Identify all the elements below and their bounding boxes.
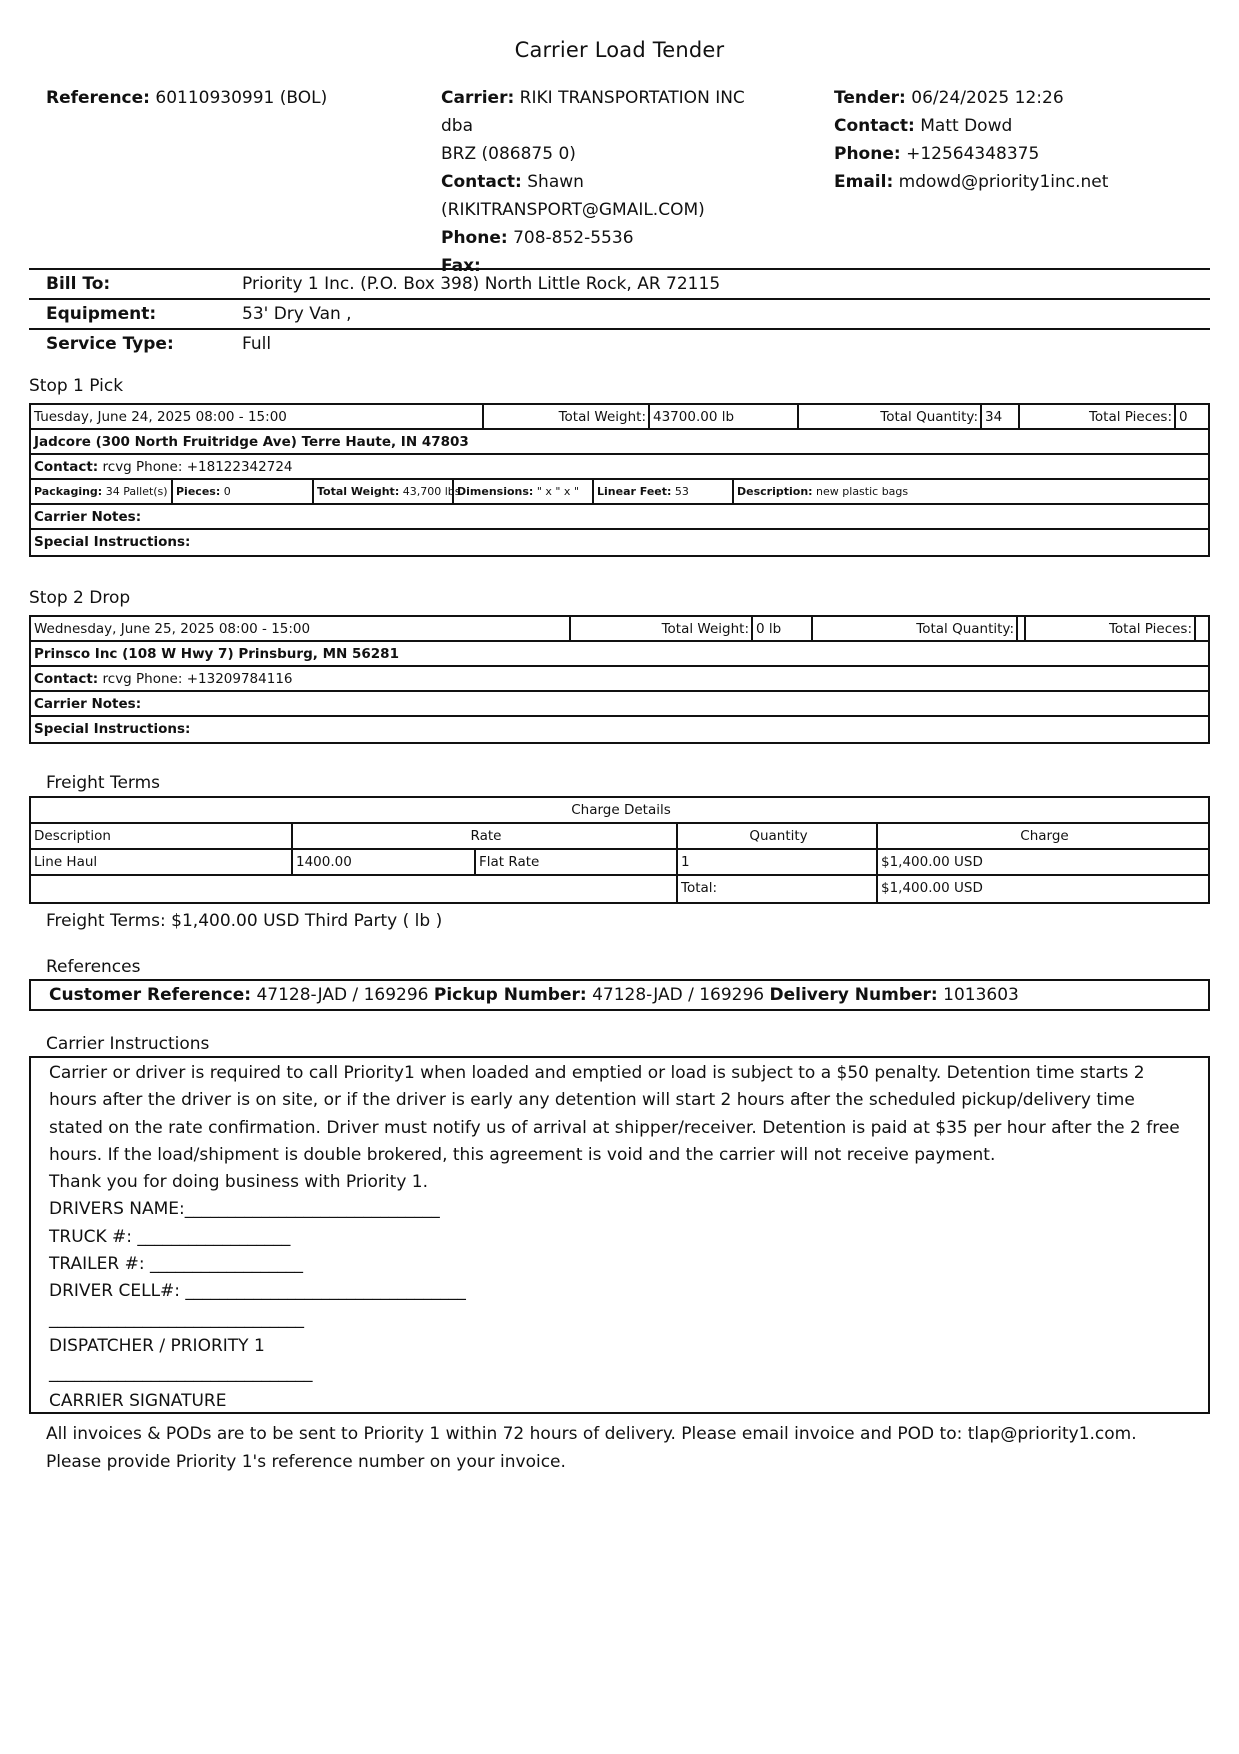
charge-details-label: Charge Details: [571, 802, 671, 818]
total-spacer: [31, 876, 676, 902]
reference-label: Reference:: [46, 88, 150, 108]
stop1-contact-label: Contact:: [34, 459, 99, 475]
stop2-title: Stop 2 Drop: [29, 588, 131, 608]
reference-column: [46, 84, 426, 112]
pieces-label: Pieces:: [176, 485, 221, 498]
stop1-title: Stop 1 Pick: [29, 376, 124, 396]
charge-columns-row: [31, 824, 1208, 850]
stop2-special-row: [31, 717, 1208, 742]
carrier-contact-email: (RIKITRANSPORT@GMAIL.COM): [441, 200, 705, 220]
col-description: Description: [34, 828, 111, 844]
linear-feet-label: Linear Feet:: [597, 485, 672, 498]
pickup-number-value: 47128-JAD / 169296: [592, 985, 765, 1005]
stop1-special-row: [31, 530, 1208, 555]
carrier-column: [441, 84, 781, 280]
packaging-value: 34 Pallet(s): [105, 485, 168, 498]
references-box: [29, 979, 1210, 1011]
thanks-line: Thank you for doing business with Priority 1.: [49, 1172, 428, 1193]
freight-terms-title: Freight Terms: [46, 773, 161, 793]
stop1-total-pieces-label: Total Pieces:: [1018, 405, 1174, 428]
charge-details-header: [31, 798, 1208, 824]
stop1-commodity-row: [31, 480, 1208, 505]
stop1-datetime: Tuesday, June 24, 2025 08:00 - 15:00: [34, 409, 287, 425]
stop1-total-weight-label: Total Weight:: [482, 405, 648, 428]
dimensions-label: Dimensions:: [457, 485, 534, 498]
total-label: Total:: [676, 876, 876, 902]
contact-label: Contact:: [834, 116, 915, 136]
carrier-label: Carrier:: [441, 88, 515, 108]
packaging-label: Packaging:: [34, 485, 103, 498]
bill-to-value: Priority 1 Inc. (P.O. Box 398) North Little Rock, AR 72115: [242, 274, 721, 294]
stop2-datetime: Wednesday, June 25, 2025 08:00 - 15:00: [34, 621, 311, 637]
weight-value: 43,700 lbs: [402, 485, 461, 498]
carrier-name-cont: BRZ (086875 0): [441, 144, 576, 164]
stop1-total-pieces: 0: [1174, 405, 1208, 428]
line-rate: 1400.00: [291, 850, 474, 874]
carrier-fax-label: Fax:: [441, 256, 481, 276]
linear-feet-value: 53: [674, 485, 689, 498]
trailer-line: TRAILER #: __________________: [49, 1254, 303, 1275]
col-rate: Rate: [291, 824, 676, 848]
stop2-special-label: Special Instructions:: [34, 721, 191, 737]
tender-label: Tender:: [834, 88, 906, 108]
stop2-carrier-notes-row: [31, 692, 1208, 717]
freight-terms-text: Freight Terms: $1,400.00 USD Third Party ( lb ): [46, 911, 443, 931]
stop1-box: [29, 403, 1210, 557]
carrier-name: RIKI TRANSPORTATION INC dba: [441, 88, 745, 136]
phone-label: Phone:: [834, 144, 901, 164]
stop1-total-quantity: 34: [980, 405, 1018, 428]
billing-table: [29, 268, 1210, 358]
customer-ref-value: 47128-JAD / 169296: [256, 985, 429, 1005]
stop2-carrier-notes-label: Carrier Notes:: [34, 696, 142, 712]
pieces-value: 0: [223, 485, 231, 498]
stop2-box: [29, 615, 1210, 744]
stop1-location: Jadcore (300 North Fruitridge Ave) Terre Haute, IN 47803: [34, 434, 469, 450]
line-description: Line Haul: [34, 854, 98, 870]
delivery-number-label: Delivery Number:: [769, 985, 938, 1005]
carrier-signature-label: CARRIER SIGNATURE: [49, 1390, 227, 1411]
carrier-phone: 708-852-5536: [513, 228, 634, 248]
stop2-contact: rcvg Phone: +13209784116: [102, 671, 293, 687]
delivery-number-value: 1013603: [943, 985, 1019, 1005]
stop1-carrier-notes-row: [31, 505, 1208, 530]
dimensions-value: " x " x ": [536, 485, 579, 498]
col-quantity: Quantity: [676, 824, 876, 848]
charge-details-table: [29, 796, 1210, 904]
drivers-name-line: DRIVERS NAME:______________________________: [49, 1199, 440, 1220]
charge-total-row: [31, 876, 1208, 902]
dispatcher-label: DISPATCHER / PRIORITY 1: [49, 1335, 265, 1356]
stop1-total-weight: 43700.00 lb: [648, 405, 797, 428]
stop2-total-pieces: [1194, 617, 1208, 640]
charge-line-row: [31, 850, 1208, 876]
stop1-summary-row: [31, 405, 1208, 430]
stop2-contact-row: [31, 667, 1208, 692]
service-type-label: Service Type:: [46, 334, 174, 354]
stop2-contact-label: Contact:: [34, 671, 99, 687]
stop2-location-row: [31, 642, 1208, 667]
line-rate-type: Flat Rate: [474, 850, 676, 874]
email-value: mdowd@priority1inc.net: [898, 172, 1109, 192]
dispatcher-signature-line: ______________________________: [49, 1308, 304, 1329]
stop2-total-weight-label: Total Weight:: [569, 617, 751, 640]
service-type-value: Full: [242, 334, 272, 354]
stop1-carrier-notes-label: Carrier Notes:: [34, 509, 142, 525]
description-label: Description:: [737, 485, 813, 498]
col-charge: Charge: [876, 824, 1208, 848]
stop2-total-weight: 0 lb: [751, 617, 811, 640]
stop1-location-row: [31, 430, 1208, 455]
equipment-label: Equipment:: [46, 304, 157, 324]
carrier-instructions-title: Carrier Instructions: [46, 1034, 210, 1054]
bill-to-row: [29, 270, 1210, 300]
customer-ref-label: Customer Reference:: [49, 985, 252, 1005]
stop1-special-label: Special Instructions:: [34, 534, 191, 550]
page-title: Carrier Load Tender: [514, 38, 725, 62]
carrier-instructions-box: [29, 1056, 1210, 1414]
footer-note: All invoices & PODs are to be sent to Priority 1 within 72 hours of delivery. Please email invoice and POD to: tlap@priority1.com. Please provide Priority 1's reference number on your invoice.: [46, 1424, 1137, 1472]
stop1-contact: rcvg Phone: +18122342724: [102, 459, 293, 475]
phone-value: +12564348375: [906, 144, 1040, 164]
email-label: Email:: [834, 172, 894, 192]
stop2-summary-row: [31, 617, 1208, 642]
bill-to-label: Bill To:: [46, 274, 111, 294]
equipment-value: 53' Dry Van ,: [242, 304, 352, 324]
stop2-total-quantity: [1016, 617, 1024, 640]
driver-cell-line: DRIVER CELL#: _________________________________: [49, 1281, 466, 1302]
tender-value: 06/24/2025 12:26: [911, 88, 1064, 108]
pickup-number-label: Pickup Number:: [433, 985, 587, 1005]
equipment-row: [29, 300, 1210, 330]
references-title: References: [46, 957, 141, 977]
service-type-row: [29, 330, 1210, 358]
truck-line: TRUCK #: __________________: [49, 1226, 291, 1247]
stop2-total-pieces-label: Total Pieces:: [1024, 617, 1194, 640]
reference-value: 60110930991 (BOL): [155, 88, 328, 108]
carrier-signature-line: _______________________________: [49, 1363, 313, 1384]
tender-column: [834, 84, 1204, 196]
instructions-paragraph: Carrier or driver is required to call Priority1 when loaded and emptied or load is subject to a $50 penalty. Detention time starts 2 hours after the driver is on site, or if the driver is early any detention will start 2 hours after the scheduled pickup/delivery time stated on the rate confirmation. Driver must notify us of arrival at shipper/receiver. Detention is paid at $35 per hour after the 2 free hours. If the load/shipment is double brokered, this agreement is void and the carrier will not receive payment.: [49, 1063, 1186, 1165]
carrier-phone-label: Phone:: [441, 228, 508, 248]
description-value: new plastic bags: [816, 485, 909, 498]
stop1-total-quantity-label: Total Quantity:: [797, 405, 980, 428]
line-quantity: 1: [676, 850, 876, 874]
stop2-location: Prinsco Inc (108 W Hwy 7) Prinsburg, MN 56281: [34, 646, 399, 662]
stop2-total-quantity-label: Total Quantity:: [811, 617, 1016, 640]
line-charge: $1,400.00 USD: [876, 850, 1208, 874]
stop1-contact-row: [31, 455, 1208, 480]
contact-value: Matt Dowd: [920, 116, 1013, 136]
carrier-contact: Shawn: [527, 172, 584, 192]
weight-label: Total Weight:: [317, 485, 400, 498]
carrier-contact-label: Contact:: [441, 172, 522, 192]
total-value: $1,400.00 USD: [876, 876, 1208, 902]
